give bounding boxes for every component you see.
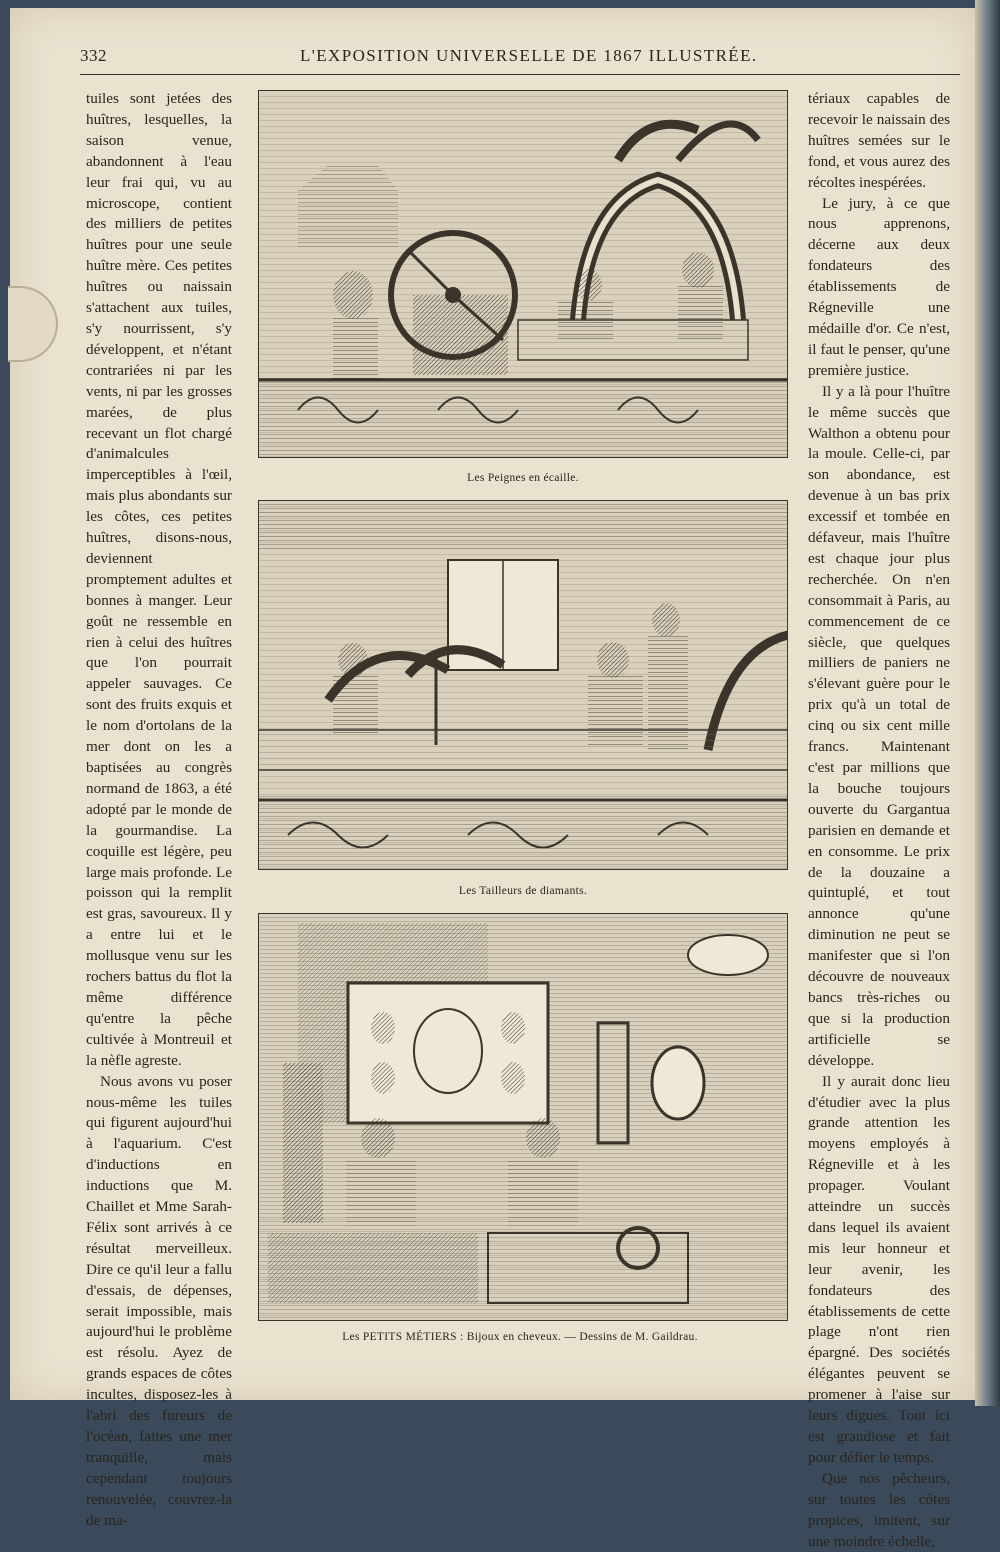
binding-hole xyxy=(8,286,58,362)
paragraph: Le jury, à ce que nous apprenons, décerne aux deux fondateurs des établissements de Régneville une médaille d'or. Ce n'est, il faut le penser, qu'une première justice. xyxy=(808,194,950,379)
paragraph: Il y aurait donc lieu d'étudier avec la plus grande attention les moyens employés à Régneville et à les propager. Voulant atteindre un succès dans lequel ils avaient mis leur honneur et leur avenir, les fondateurs des établissements de cette plage n'ont rien épargné. Des sociétés élégantes peuvent se promener à l'aise sur leurs digues. Tout ici est grandiose et fait pour défier le temps. xyxy=(808,1072,950,1466)
engraving-hair-jewellery xyxy=(258,913,788,1321)
page-number: 332 xyxy=(80,46,107,65)
running-title: L'EXPOSITION UNIVERSELLE DE 1867 ILLUSTRÉE. xyxy=(300,46,758,65)
paragraph: tuiles sont jetées des huîtres, lesquelles, la saison venue, abandonnent à l'eau leur frai qui, vu au microscope, contient des milliers de petites huîtres pour une seule huître mère. Ces petites huîtres ou naissain s'attachent aux tuiles, s'y nourrissent, s'y développent, et n'étant contrariées ni par les vents, ni par les grosses marées, de plus recevant un flot chargé d'animalcules imperceptibles à l'œil, mais plus abondants sur les côtes, ces petites huîtres, disons-nous, deviennent promptement adultes et bonnes à manger. Leur goût ne ressemble en rien à celui des huîtres que l'on pourrait appeler sauvages. Ce sont des fruits exquis et le nom d'ortolans de la mer dont on les a baptisées au congrès normand de 1863, a été adopté par le monde de la gourmandise. La coquille est légère, peu large mais profonde. Le poisson qui la remplit est gras, savoureux. Il y a entre lui et le mollusque venu sur les rochers battus du flot la même différence qu'entre la pêche cultivée à Montreuil et la nèfle agreste. xyxy=(86,90,232,1069)
page-header xyxy=(80,42,960,75)
paragraph: Il y a là pour l'huître le même succès que Walthon a obtenu pour la moule. Celle-ci, par son abondance, est devenue à un bas prix excessif et tombée en défaveur, mais l'huître est chaque jour plus recherchée. On n'en consommait à Paris, au commencement de ce siècle, que quelques milliers de paniers ne s'élevant guère pour le prix qu'à un total de cinq ou six cent mille francs. Maintenant c'est par millions que la bouche toujours ouverte du Gargantua parisien en demande et en consomme. Le prix de la douzaine a quintuplé, et tout annonce qu'une diminution ne peut se manifester que si l'on découvre de nouveaux bancs très-riches ou que si la production artificielle se développe. xyxy=(808,382,950,1069)
engraving-diamond-cutters xyxy=(258,500,788,870)
text-column-left xyxy=(86,89,232,1532)
paragraph: tériaux capables de recevoir le naissain des huîtres semées sur le fond, et vous aurez des récoltes inespérées. xyxy=(808,90,950,191)
page-edge xyxy=(975,0,1000,1406)
caption-diamond-cutters: Les Tailleurs de diamants. xyxy=(458,885,588,897)
engraving-comb-makers xyxy=(258,90,788,458)
paragraph: Nous avons vu poser nous-même les tuiles qui figurent aujourd'hui à l'aquarium. C'est d'inductions en inductions que M. Chaillet et Mme Sarah-Félix sont arrivés à ce résultat merveilleux. Dire ce qu'il leur a fallu d'essais, de dépenses, serait impossible, mais aujourd'hui le problème est résolu. Ayez de grands espaces de côtes incultes, disposez-les à l'abri des fureurs de l'océan, faites une mer tranquille, mais cependant toujours renouvelée, couvrez-la de ma- xyxy=(86,1072,232,1529)
text-column-right xyxy=(808,89,950,1552)
paragraph: Que nos pêcheurs, sur toutes les côtes propices, imitent, sur une moindre échelle, xyxy=(808,1469,950,1550)
caption-hair-jewellery: Les PETITS MÉTIERS : Bijoux en cheveux. — Dessins de M. Gaildrau. xyxy=(342,1331,698,1343)
caption-comb-makers: Les Peignes en écaille. xyxy=(467,472,579,484)
